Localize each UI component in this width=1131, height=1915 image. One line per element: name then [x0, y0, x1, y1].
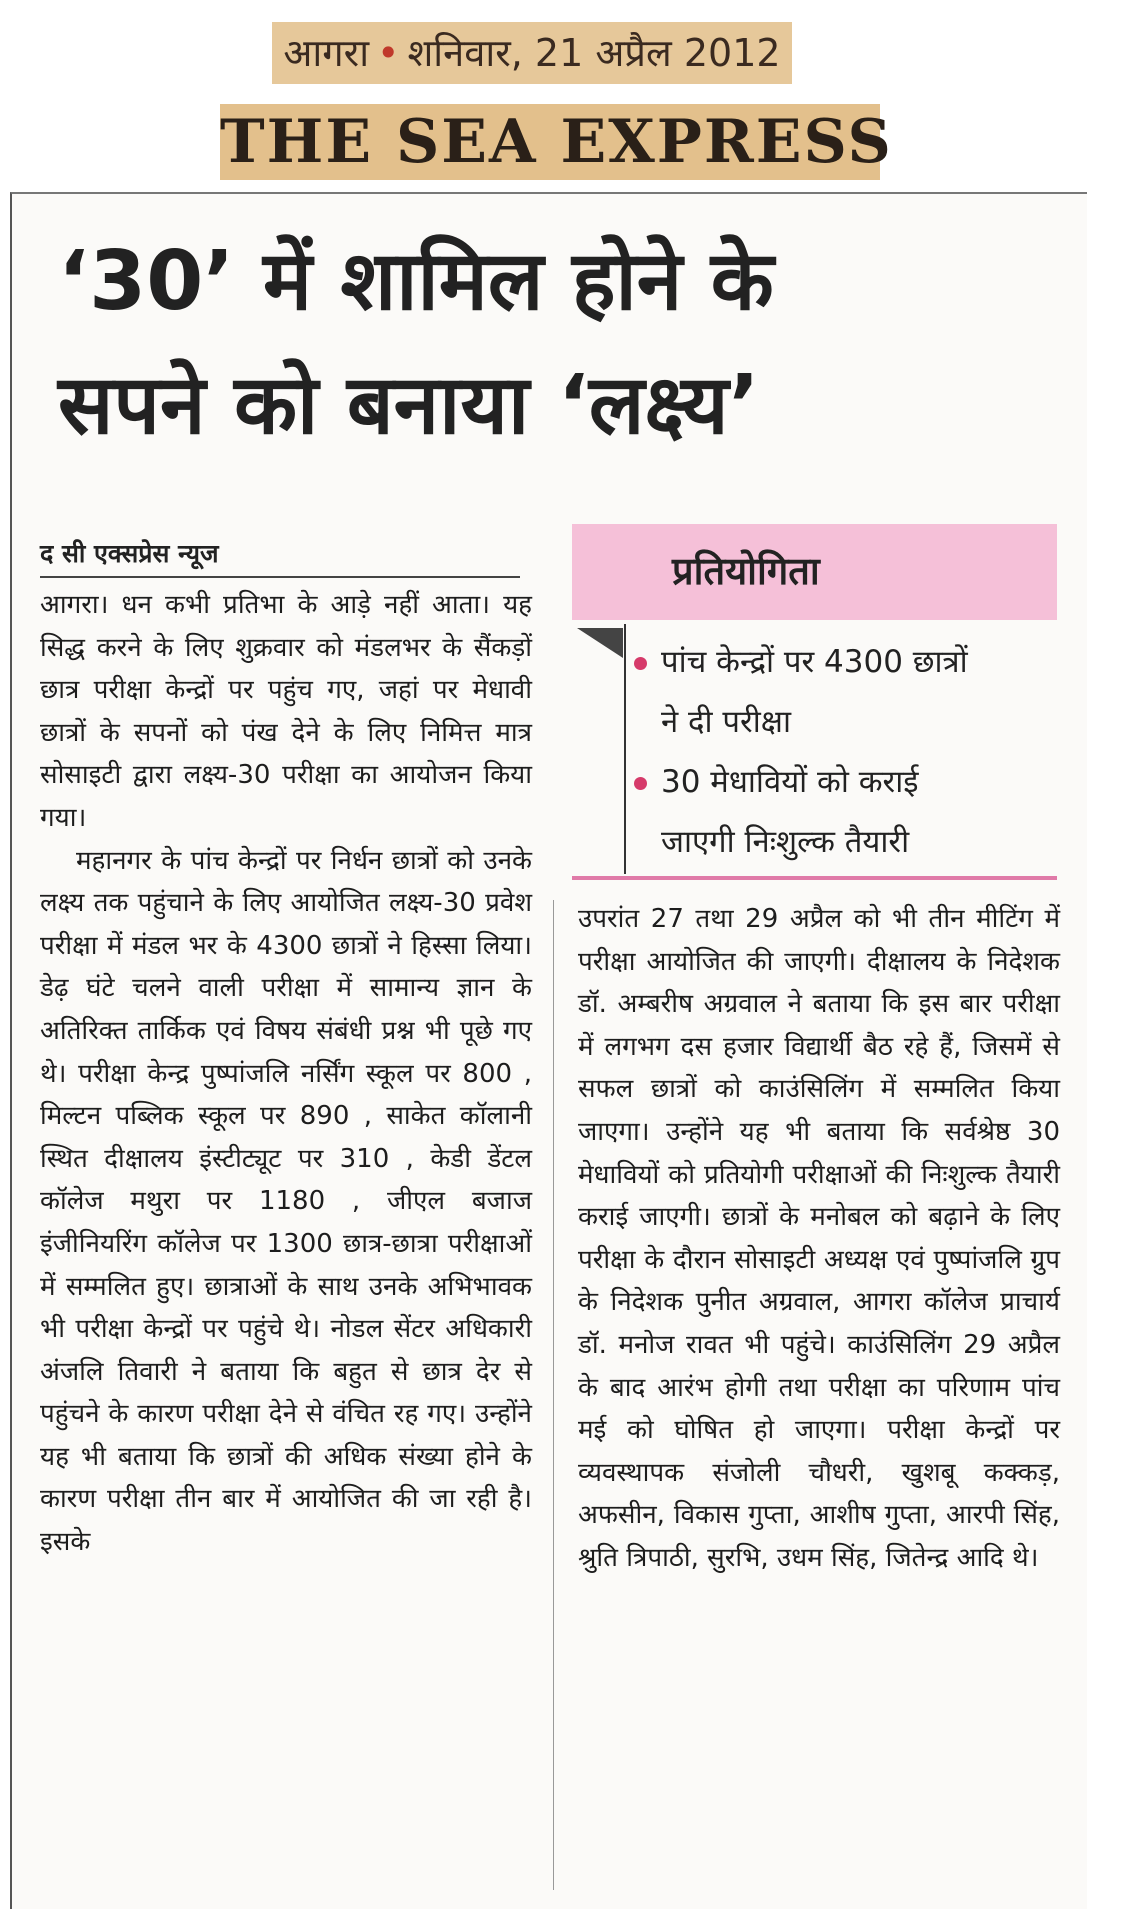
byline: द सी एक्सप्रेस न्यूज — [40, 536, 520, 578]
highlight-bullet — [634, 632, 1054, 752]
bullet-text-cont: ने दी परीक्षा — [661, 704, 791, 740]
corner-triangle — [577, 628, 623, 658]
column-divider — [553, 900, 554, 1890]
article-headline — [58, 220, 1058, 468]
box-vertical-rule — [624, 624, 626, 874]
paragraph: आगरा। धन कभी प्रतिभा के आड़े नहीं आता। यह सिद्ध करने के लिए शुक्रवार को मंडलभर के सैंकड़ों छात्र परीक्षा केन्द्रों पर पहुंच गए, जहां पर मेधावी छात्रों के सपनों को पंख देने के लिए निमित्त मात्र सोसाइटी द्वारा लक्ष्य-30 परीक्षा का आयोजन किया गया। — [40, 590, 532, 833]
masthead-dateline — [272, 22, 792, 84]
article-column-left — [40, 584, 532, 1564]
headline-line-1: ‘30’ में शामिल होने के — [58, 234, 774, 329]
box-bottom-rule — [572, 876, 1057, 880]
article-column-right — [578, 898, 1060, 1580]
newspaper-name: THE SEA EXPRESS — [220, 104, 880, 180]
masthead-date: शनिवार, 21 अप्रैल 2012 — [407, 31, 781, 75]
headline-line-2: सपने को बनाया ‘लक्ष्य’ — [58, 358, 760, 453]
highlight-box-title: प्रतियोगिता — [672, 549, 820, 593]
bullet-dot-icon — [634, 657, 647, 670]
highlight-box-header — [572, 524, 1057, 620]
highlight-bullet — [634, 752, 1054, 872]
highlight-box — [572, 524, 1057, 882]
dateline-dot: • — [377, 31, 400, 75]
paragraph: उपरांत 27 तथा 29 अप्रैल को भी तीन मीटिंग में परीक्षा आयोजित की जाएगी। दीक्षालय के निदेशक डॉ. अम्बरीष अग्रवाल ने बताया कि इस बार परीक्षा में लगभग दस हजार विद्यार्थी बैठ रहे हैं, जिसमें से सफल छात्रों को काउंसिलिंग में सम्मलित किया जाएगा। उन्होंने यह भी बताया कि सर्वश्रेष्ठ 30 मेधावियों को प्रतियोगी परीक्षाओं की निःशुल्क तैयारी कराई जाएगी। छात्रों के मनोबल को बढ़ाने के लिए परीक्षा के दौरान सोसाइटी अध्यक्ष एवं पुष्पांजलि ग्रुप के निदेशक पुनीत अग्रवाल, आगरा कॉलेज प्राचार्य डॉ. मनोज रावत भी पहुंचे। काउंसिलिंग 29 अप्रैल के बाद आरंभ होगी तथा परीक्षा का परिणाम पांच मई को घोषित हो जाएगा। परीक्षा केन्द्रों पर व्यवस्थापक संजोली चौधरी, खुशबू कक्कड़, अफसीन, विकास गुप्ता, आशीष गुप्ता, आरपी सिंह, श्रुति त्रिपाठी, सुरभि, उधम सिंह, जितेन्द्र आदि थे। — [578, 904, 1060, 1573]
bullet-text: 30 मेधावियों को कराई — [661, 764, 919, 800]
bullet-dot-icon — [634, 777, 647, 790]
masthead-city: आगरा — [283, 31, 370, 75]
paragraph: महानगर के पांच केन्द्रों पर निर्धन छात्रों को उनके लक्ष्य तक पहुंचाने के लिए आयोजित लक्ष्य-30 प्रवेश परीक्षा में मंडल भर के 4300 छात्रों ने हिस्सा लिया। डेढ़ घंटे चलने वाली परीक्षा में सामान्य ज्ञान के अतिरिक्त तार्किक एवं विषय संबंधी प्रश्न भी पूछे गए थे। परीक्षा केन्द्र पुष्पांजलि नर्सिंग स्कूल पर 800 , मिल्टन पब्लिक स्कूल पर 890 , साकेत कॉलानी स्थित दीक्षालय इंस्टीट्यूट पर 310 , केडी डेंटल कॉलेज मथुरा पर 1180 , जीएल बजाज इंजीनियरिंग कॉलेज पर 1300 छात्र-छात्रा परीक्षाओं में सम्मलित हुए। छात्राओं के साथ उनके अभिभावक भी परीक्षा केन्द्रों पर पहुंचे थे। नोडल सेंटर अधिकारी अंजलि तिवारी ने बताया कि बहुत से छात्र देर से पहुंचने के कारण परीक्षा देने से वंचित रह गए। उन्होंने यह भी बताया कि छात्रों की अधिक संख्या होने के कारण परीक्षा तीन बार में आयोजित की जा रही है। इसके — [40, 845, 532, 1558]
bullet-text: पांच केन्द्रों पर 4300 छात्रों — [661, 644, 968, 680]
bullet-text-cont: जाएगी निःशुल्क तैयारी — [661, 824, 910, 860]
